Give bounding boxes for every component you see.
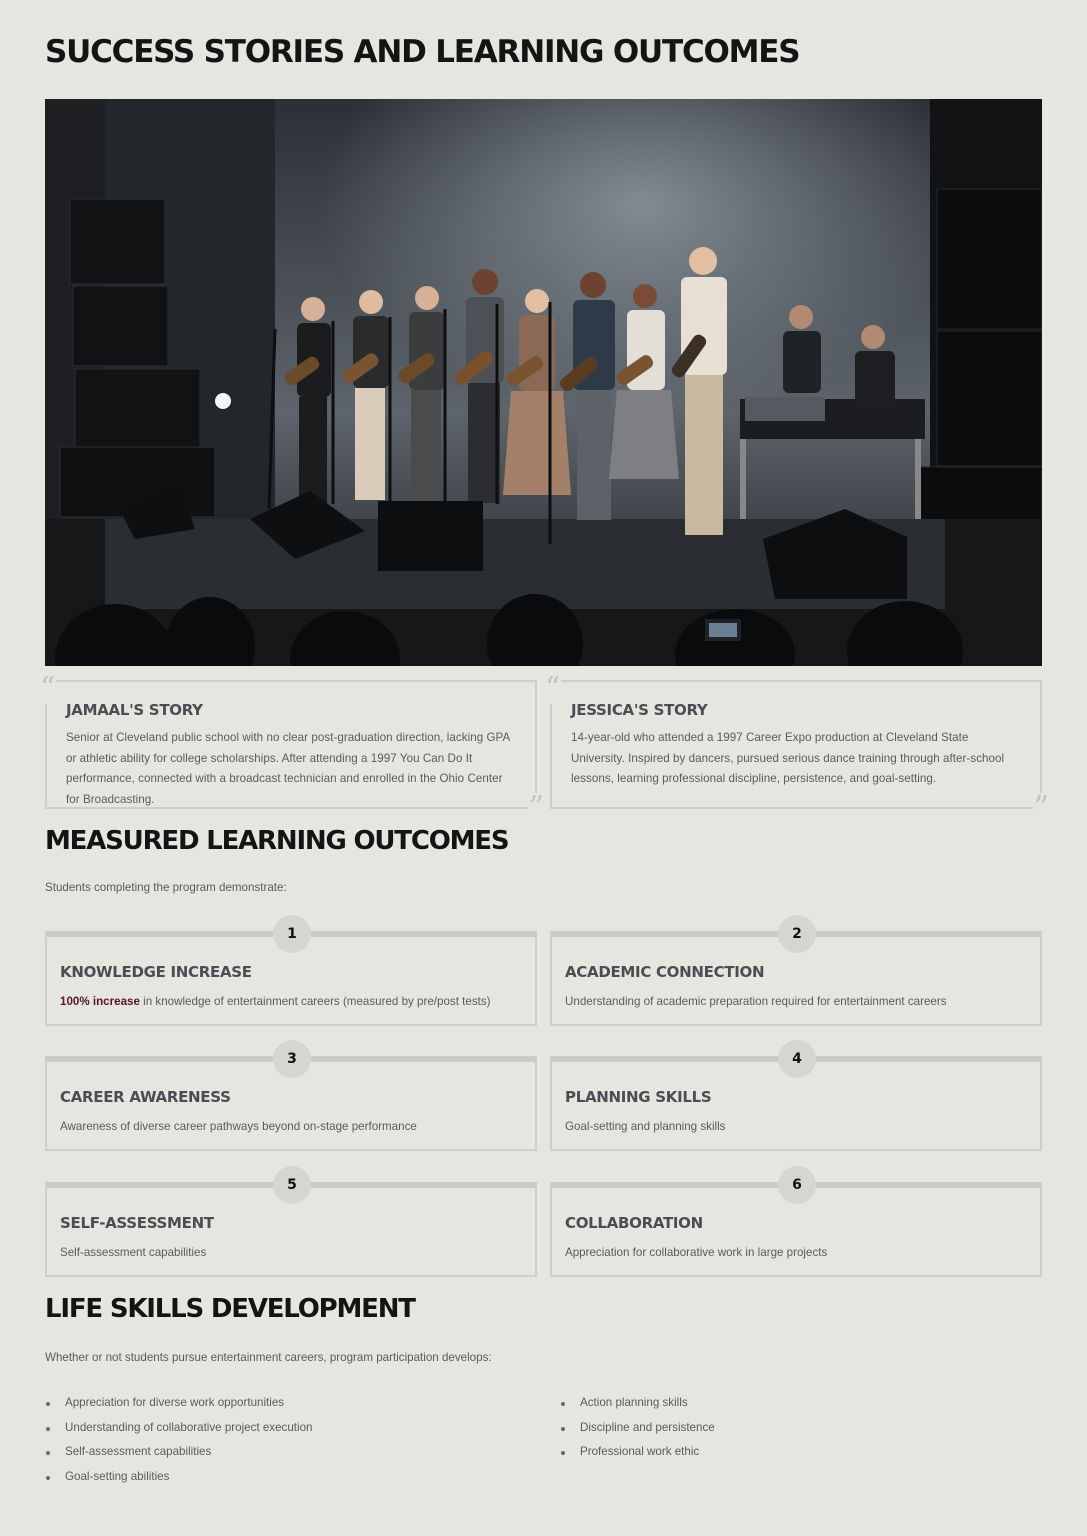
outcome-description: Self-assessment capabilities	[60, 1246, 207, 1259]
outcome-description-text: in knowledge of entertainment careers (measured by pre/post tests)	[139, 995, 491, 1008]
list-item: Goal-setting abilities	[45, 1470, 312, 1495]
outcome-description: Awareness of diverse career pathways beyond on-stage performance	[60, 1120, 417, 1133]
outcome-title: CAREER AWARENESS	[60, 1088, 231, 1106]
outcome-card	[550, 926, 1042, 1026]
story-title: JESSICA'S STORY	[571, 701, 708, 719]
hero-image	[45, 99, 1042, 666]
outcome-card	[45, 1177, 537, 1277]
story-body: 14-year-old who attended a 1997 Career Expo production at Cleveland State University. Inspired by dancers, pursued serious dance training through after-school lessons, learning professional discipline, persistence, and goal-setting.	[571, 731, 1005, 786]
outcome-title: COLLABORATION	[565, 1214, 703, 1232]
life-skills-heading: LIFE SKILLS DEVELOPMENT	[45, 1294, 415, 1324]
story-title: JAMAAL'S STORY	[66, 701, 203, 719]
story-card-jamaal	[40, 671, 544, 825]
life-skills-list-left	[45, 1396, 312, 1495]
outcome-card	[550, 1051, 1042, 1151]
outcome-number-badge: 6	[778, 1166, 816, 1204]
outcome-description: Understanding of academic preparation required for entertainment careers	[565, 995, 947, 1008]
outcome-highlight: 100% increase	[60, 995, 140, 1008]
close-quote-icon: ”	[528, 790, 544, 825]
outcome-description: Appreciation for collaborative work in large projects	[565, 1246, 828, 1259]
life-skills-intro: Whether or not students pursue entertainment careers, program participation develops:	[45, 1351, 492, 1364]
outcome-card	[550, 1177, 1042, 1277]
outcome-title: PLANNING SKILLS	[565, 1088, 712, 1106]
outcome-card	[45, 926, 537, 1026]
outcomes-intro: Students completing the program demonstrate:	[45, 881, 287, 894]
outcome-number-badge: 5	[273, 1166, 311, 1204]
list-item: Action planning skills	[560, 1396, 715, 1421]
outcome-title: ACADEMIC CONNECTION	[565, 963, 765, 981]
list-item: Understanding of collaborative project execution	[45, 1421, 312, 1446]
life-skills-list-right	[560, 1396, 715, 1470]
outcome-card	[45, 1051, 537, 1151]
page-title: SUCCESS STORIES AND LEARNING OUTCOMES	[45, 34, 800, 70]
outcomes-heading: MEASURED LEARNING OUTCOMES	[45, 826, 509, 856]
outcome-description	[60, 995, 491, 1008]
story-body: Senior at Cleveland public school with no clear post-graduation direction, lacking GPA or athletic ability for college scholarships. After attending a 1997 You Can Do It performance, connected with a broadcast technician and enrolled in the Ohio Center for Broadcasting.	[66, 731, 510, 806]
open-quote-icon: “	[40, 671, 56, 706]
outcome-number-badge: 3	[273, 1040, 311, 1078]
list-item: Self-assessment capabilities	[45, 1445, 312, 1470]
outcome-title: SELF-ASSESSMENT	[60, 1214, 214, 1232]
list-item: Appreciation for diverse work opportunities	[45, 1396, 312, 1421]
outcome-number-badge: 2	[778, 915, 816, 953]
close-quote-icon: ”	[1033, 790, 1049, 825]
outcome-title: KNOWLEDGE INCREASE	[60, 963, 252, 981]
outcome-number-badge: 4	[778, 1040, 816, 1078]
outcome-description: Goal-setting and planning skills	[565, 1120, 726, 1133]
story-card-jessica	[545, 671, 1049, 825]
list-item: Discipline and persistence	[560, 1421, 715, 1446]
list-item: Professional work ethic	[560, 1445, 715, 1470]
open-quote-icon: “	[545, 671, 561, 706]
outcome-number-badge: 1	[273, 915, 311, 953]
